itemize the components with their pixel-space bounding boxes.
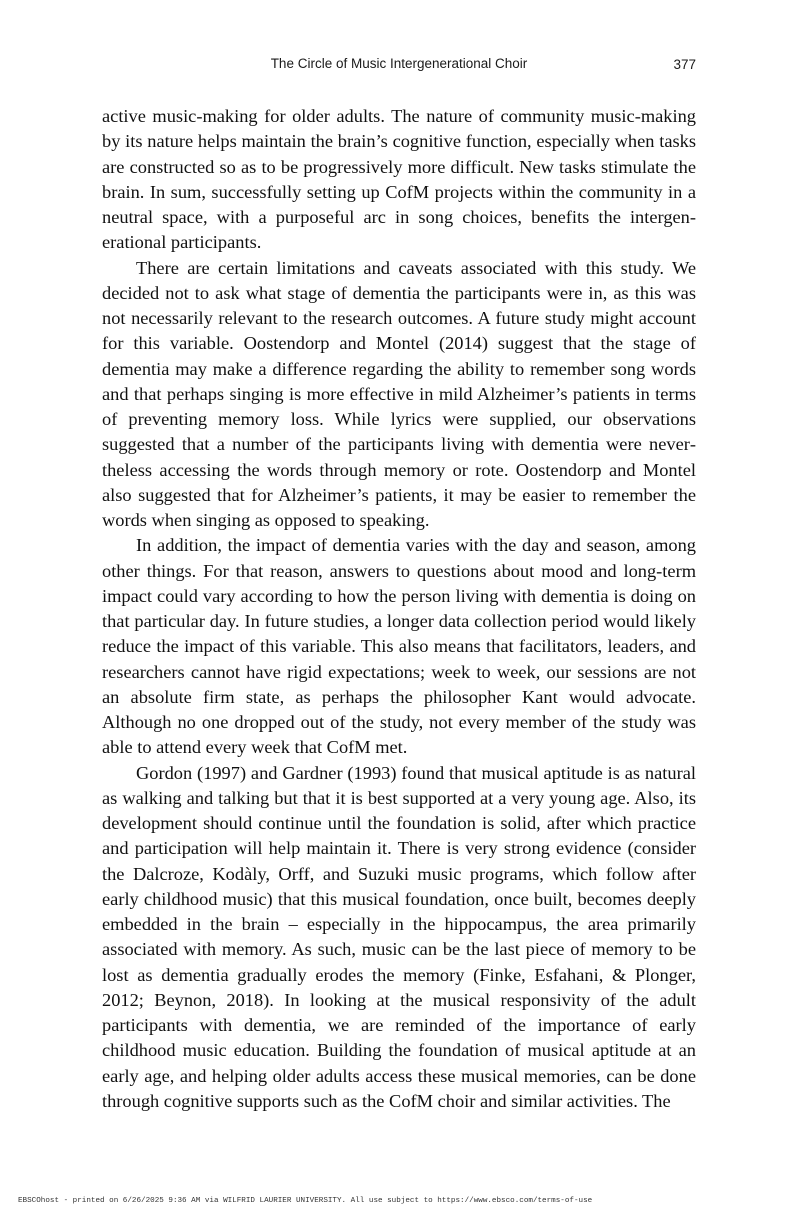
page-number: 377	[673, 57, 696, 72]
running-header	[102, 56, 696, 76]
paragraph-1: active music-making for older adults. The nature of community music-making by its nature helps maintain the brain’s cognitive function, especially when tasks are constructed so as to be progressively more difficult. New tasks stimulate the brain. In sum, successfully setting up CofM projects within the community in a neutral space, with a purposeful arc in song choices, benefits the intergenerational participants.	[102, 106, 696, 253]
body-text	[102, 104, 696, 1114]
ebscohost-usage-notice: EBSCOhost - printed on 6/26/2025 9:36 AM via WILFRID LAURIER UNIVERSITY. All use subject to https://www.ebsco.com/terms-of-use	[18, 1197, 593, 1205]
paragraph-4: Gordon (1997) and Gardner (1993) found that musical aptitude is as natural as walking and talking but that it is best supported at a very young age. Also, its development should continue until the foundation is solid, after which practice and participation will help maintain it. There is very strong evidence (consider the Dalcroze, Kodàly, Orff, and Suzuki music programs, which follow after early childhood music) that this musical foundation, once built, becomes deeply embedded in the brain – especially in the hippocampus, the area primarily associated with memory. As such, music can be the last piece of memory to be lost as dementia gradually erodes the memory (Finke, Esfahani, & Plonger, 2012; Beynon, 2018). In looking at the musical responsivity of the adult participants with dementia, we are reminded of the importance of early childhood music education. Building the foundation of musical aptitude at an early age, and helping older adults access these musical memories, can be done through cognitive supports such as the CofM choir and similar activities. The	[102, 762, 696, 1111]
running-title: The Circle of Music Intergenerational Choir	[270, 56, 528, 71]
paragraph-2: There are certain limitations and caveats associated with this study. We decided not to ask what stage of dementia the participants were in, as this was not necessarily relevant to the research outcomes. A future study might account for this variable. Oostendorp and Montel (2014) suggest that the stage of dementia may make a difference regarding the ability to remember song words and that perhaps singing is more effective in mild Alzheimer’s patients in terms of preventing memory loss. While lyrics were supplied, our observations suggested that a number of the participants living with dementia were nevertheless accessing the words through memory or rote. Oostendorp and Montel also suggested that for Alzheimer’s patients, it may be easier to remember the words when singing as opposed to speaking.	[102, 257, 696, 530]
paragraph-3: In addition, the impact of dementia varies with the day and season, among other things. For that reason, answers to questions about mood and long-term impact could vary according to how the person living with dementia is doing on that particular day. In future studies, a longer data collection period would likely reduce the impact of this variable. This also means that facilitators, leaders, and researchers cannot have rigid expectations; week to week, our sessions are not an absolute firm state, as perhaps the philosopher Kant would advocate. Although no one dropped out of the study, not every member of the study was able to attend every week that CofM met.	[102, 535, 696, 758]
